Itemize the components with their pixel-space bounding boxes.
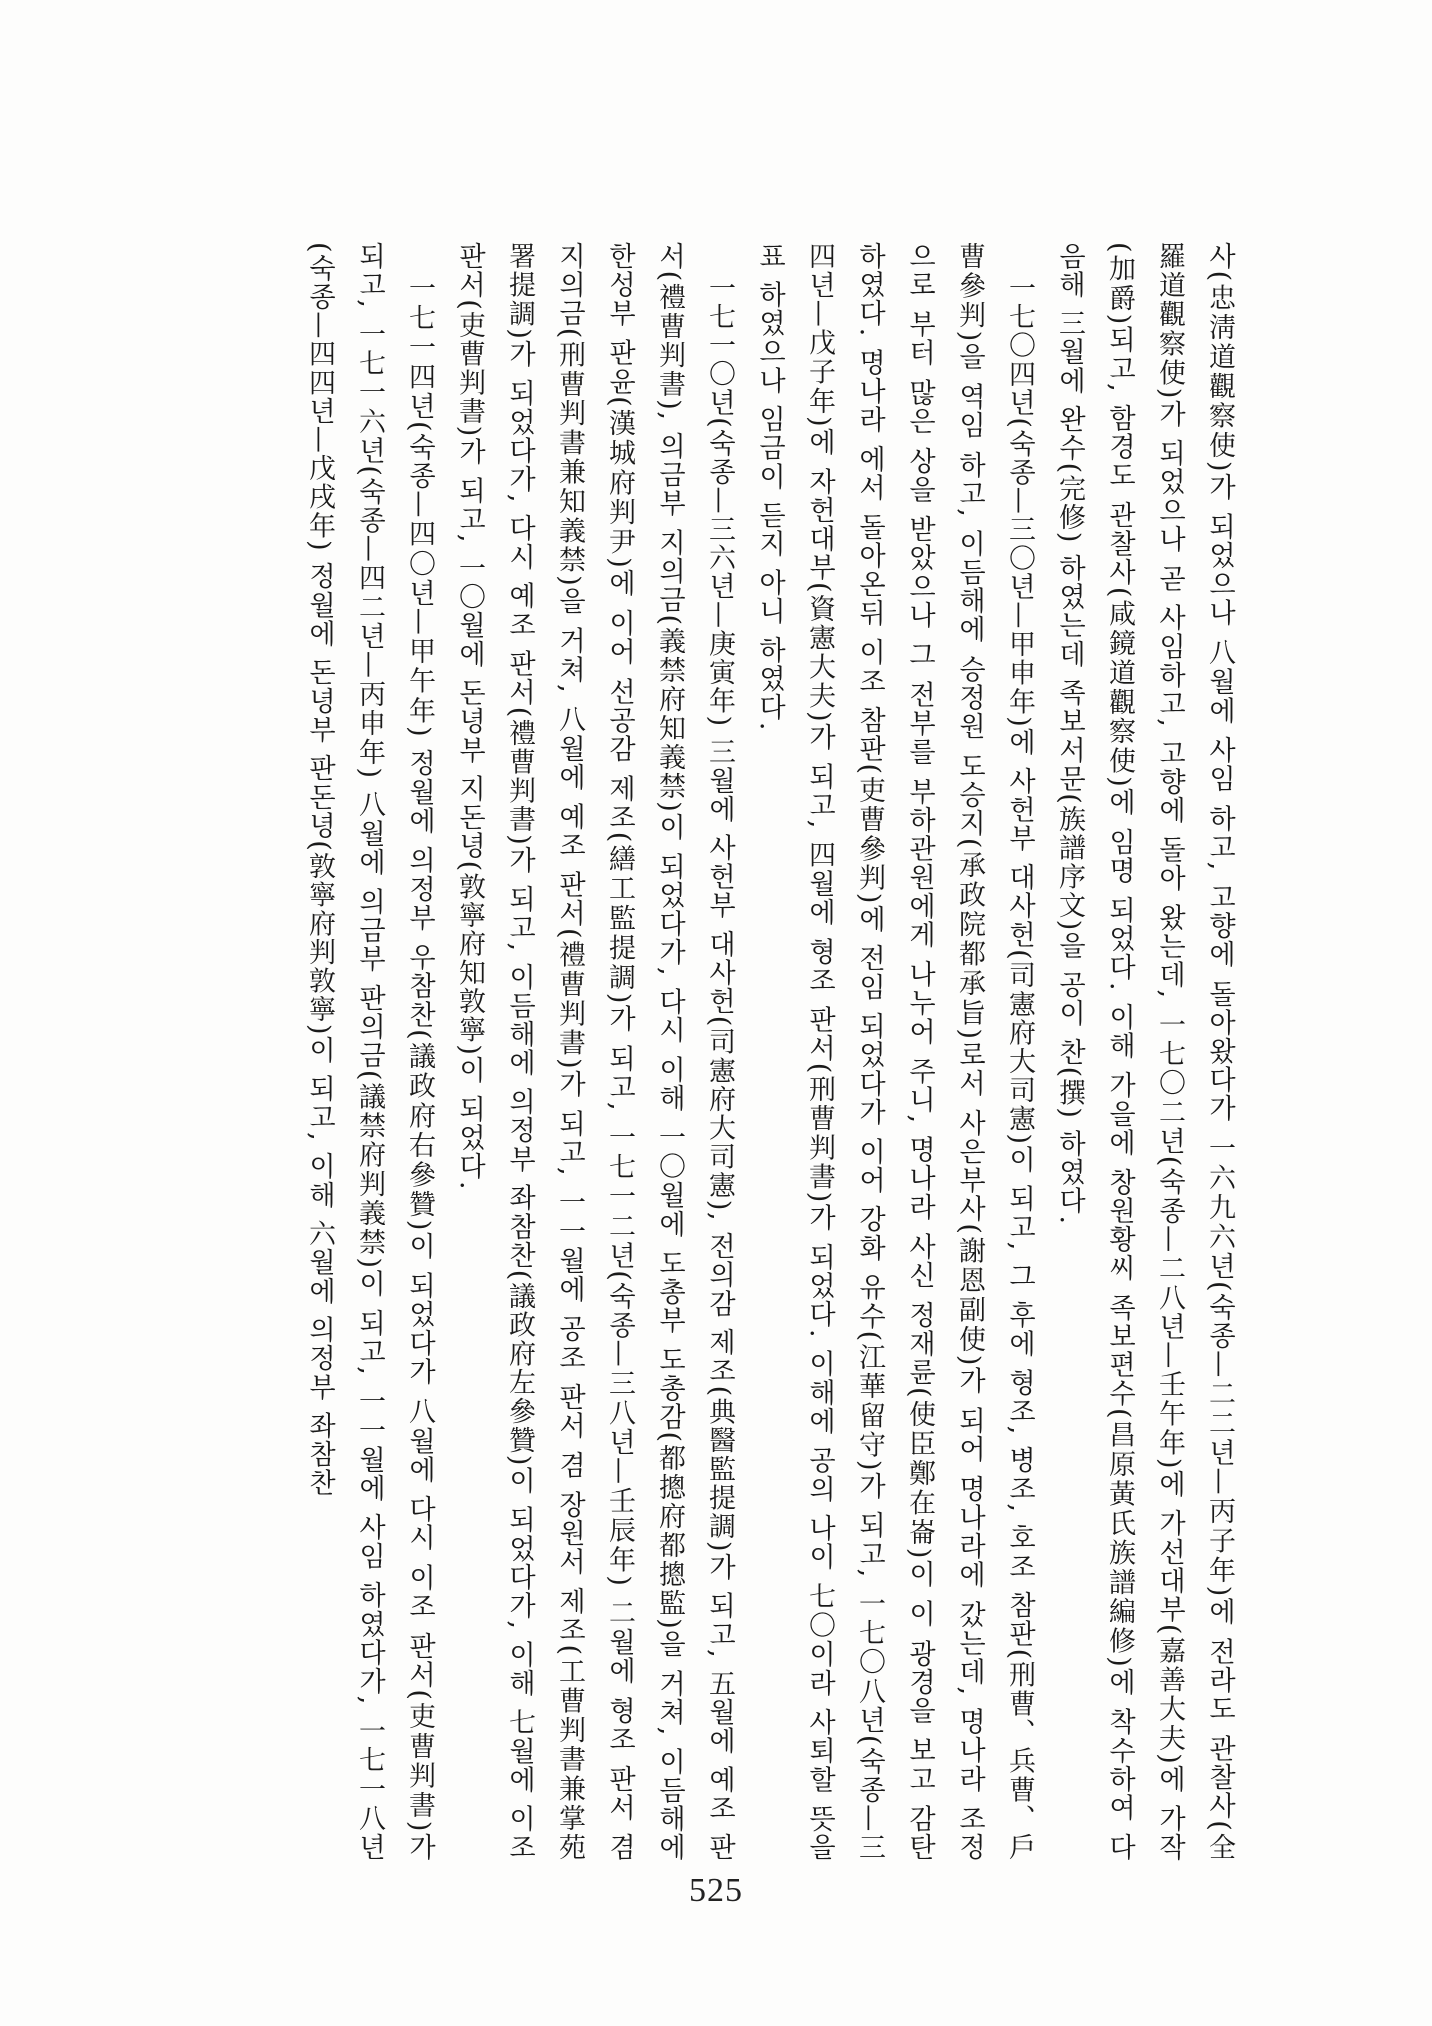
paragraph-4: 一七一四년(숙종—四〇년—甲午年) 정월에 의정부 우참찬(議政府右參贊)이 되었다가 八월에 다시 이조 판서(吏曹判書)가 되고, 一七一六년(숙종—四二년—丙申年) 八월에 의금부 판의금(議禁府判義禁)이 되고, 一一월에 사임 하였다가, 一七一八년(숙종—四四년—戊戌年) 정월에 돈녕부 판돈녕(敦寧府判敦寧)이 되고, 이해 六월에 의정부 좌참찬 xyxy=(304,242,435,1862)
vertical-text-body xyxy=(188,242,1244,1862)
page-number: 525 xyxy=(689,1872,743,1909)
paragraph-2: 一七〇四년(숙종—三〇년—甲申年)에 사헌부 대사헌(司憲府大司憲)이 되고, 그 후에 형조, 병조, 호조 참판(刑曹、兵曹、戶曹參判)을 역임 하고, 이듬해에 승정원 도승지(承政院都承旨)로서 사은부사(謝恩副使)가 되어 명나라에 갔는데, 명나라 조정으로 부터 많은 상을 받았으나 그 전부를 부하관원에게 나누어 주니, 명나라 사신 정재륜(使臣鄭在崙)이 이 광경을 보고 감탄 하였다. 명나라 에서 돌아온뒤 이조 참판(吏曹參判)에 전임 되었다가 이어 강화 유수(江華留守)가 되고, 一七〇八년(숙종—三四년—戊子年)에 자헌대부(資憲大夫)가 되고, 四월에 형조 판서(刑曹判書)가 되었다. 이해에 공의 나이 七〇이라 사퇴할 뜻을 표 하였으나 임금이 듣지 아니 하였다. xyxy=(754,242,1035,1862)
paragraph-1: 사(忠淸道觀察使)가 되었으나 八월에 사임 하고, 고향에 돌아왔다가 一六九六년(숙종—二二년—丙子年)에 전라도 관찰사(全羅道觀察使)가 되었으나 곧 사임하고, 고향에 돌아 왔는데, 一七〇二년(숙종—二八년—壬午年)에 가선대부(嘉善大夫)에 가작(加爵)되고, 함경도 관찰사(咸鏡道觀察使)에 임명 되었다. 이해 가을에 창원황씨 족보편수(昌原黃氏族譜編修)에 착수하여 다음해 三월에 완수(完修) 하였는데 족보서문(族譜序文)을 공이 찬(撰) 하였다. xyxy=(1054,242,1235,1862)
paragraph-3: 一七一〇년(숙종—三六년—庚寅年) 三월에 사헌부 대사헌(司憲府大司憲), 전의감 제조(典醫監提調)가 되고, 五월에 예조 판서(禮曹判書), 의금부 지의금(義禁府知義禁)이 되었다가, 다시 이해 一〇월에 도총부 도총감(都摠府都摠監)을 거쳐, 이듬해에 한성부 판윤(漢城府判尹)에 이어 선공감 제조(繕工監提調)가 되고, 一七一二년(숙종—三八년—壬辰年) 二월에 형조 판서 겸 지의금(刑曹判書兼知義禁)을 거쳐, 八월에 예조 판서(禮曹判書)가 되고, 一一월에 공조 판서 겸 장원서 제조(工曹判書兼掌苑署提調)가 되었다가, 다시 예조 판서(禮曹判書)가 되고, 이듬해에 의정부 좌참찬(議政府左參贊)이 되었다가, 이해 七월에 이조 판서(吏曹判書)가 되고, 一〇월에 돈녕부 지돈녕(敦寧府知敦寧)이 되었다. xyxy=(454,242,735,1862)
